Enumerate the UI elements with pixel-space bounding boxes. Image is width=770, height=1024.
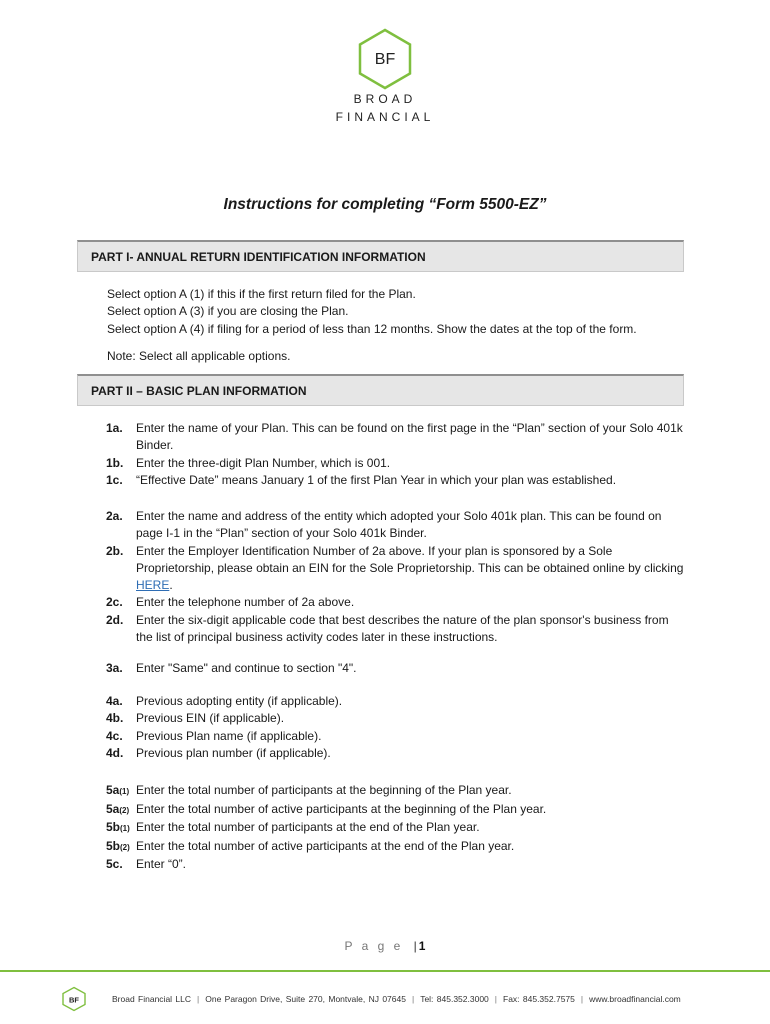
item-label: 1a. xyxy=(106,421,123,435)
footer-website[interactable]: www.broadfinancial.com xyxy=(589,994,681,1004)
item-text: Enter the total number of active participants at the beginning of the Plan year. xyxy=(136,801,547,816)
item-text: Enter the name of your Plan. This can be found on the first page in the “Plan” section of your Solo 401k Binder. xyxy=(136,421,683,453)
list-item xyxy=(106,855,686,874)
list-item xyxy=(106,781,686,800)
brand-name-line1: BROAD xyxy=(353,92,417,106)
page-number-value: 1 xyxy=(418,939,426,953)
item-label: 5b(1) xyxy=(106,820,130,834)
footer-divider xyxy=(0,970,770,972)
footer-address: One Paragon Drive, Suite 270, Montvale, NJ 07645 xyxy=(205,994,406,1004)
list-item xyxy=(106,693,686,710)
logo-initials: BF xyxy=(374,51,396,68)
hexagon-logo-icon xyxy=(357,28,413,90)
item-label: 4a. xyxy=(106,694,123,708)
item-group-1 xyxy=(106,420,686,489)
item-label: 2a. xyxy=(106,509,123,523)
part1-line: Select option A (1) if this if the first return filed for the Plan. xyxy=(107,287,416,301)
footer-tel: Tel: 845.352.3000 xyxy=(420,994,489,1004)
item-text: Enter the telephone number of 2a above. xyxy=(136,595,355,610)
item-label: 5a(1) xyxy=(106,783,130,797)
item-label: 1c. xyxy=(106,472,123,487)
item-text: Enter the six-digit applicable code that best describes the nature of the plan sponsor's business from the list of principal business activity codes later in these instructions. xyxy=(136,612,669,645)
item-group-5 xyxy=(106,781,686,874)
item-group-3 xyxy=(106,660,686,677)
item-label: 4b. xyxy=(106,711,124,726)
item-text: Enter the Employer Identification Number of 2a above. If your plan is sponsored by a Sole Proprietorship, please obtain an EIN for the Sole Proprietorship. This can be obtained online by clicking xyxy=(136,543,684,575)
list-item xyxy=(106,455,686,472)
list-item xyxy=(106,508,686,543)
list-item xyxy=(106,728,686,745)
item-text: Enter the three-digit Plan Number, which is 001. xyxy=(136,455,391,470)
page-number xyxy=(0,939,770,953)
item-text: Previous adopting entity (if applicable). xyxy=(136,694,343,708)
list-item xyxy=(106,800,686,819)
item-label: 4d. xyxy=(106,745,124,760)
footer-logo-initials: BF xyxy=(69,995,79,1005)
brand-logo xyxy=(0,28,770,124)
item-label: 3a. xyxy=(106,661,123,675)
page-separator: | xyxy=(413,939,417,953)
list-item xyxy=(106,745,686,762)
item-text-end: . xyxy=(169,578,173,593)
item-text: Enter the name and address of the entity which adopted your Solo 401k plan. This can be found on page I-1 in the “Plan” section of your Solo 401k Binder. xyxy=(136,509,662,541)
list-item xyxy=(106,472,686,489)
list-item xyxy=(106,594,686,611)
part2-header: PART II – BASIC PLAN INFORMATION xyxy=(77,374,684,406)
item-text: “Effective Date” means January 1 of the first Plan Year in which your plan was established. xyxy=(136,472,617,487)
item-text: Previous plan number (if applicable). xyxy=(136,745,331,760)
list-item xyxy=(106,660,686,677)
item-label: 5b(2) xyxy=(106,838,130,853)
item-label: 1b. xyxy=(106,455,124,470)
ein-link[interactable]: HERE xyxy=(136,578,170,593)
item-text: Enter the total number of active participants at the end of the Plan year. xyxy=(136,838,515,853)
list-item xyxy=(106,420,686,455)
part1-line: Select option A (3) if you are closing the Plan. xyxy=(107,304,349,319)
list-item xyxy=(106,543,686,595)
item-label: 2c. xyxy=(106,595,123,610)
item-group-4 xyxy=(106,693,686,762)
item-text: Previous EIN (if applicable). xyxy=(136,711,285,726)
document-title: Instructions for completing “Form 5500-EZ” xyxy=(223,196,547,213)
item-text: Enter the total number of participants at the beginning of the Plan year. xyxy=(136,783,512,797)
list-item xyxy=(106,612,686,647)
item-text: Previous Plan name (if applicable). xyxy=(136,728,322,743)
footer-contact: Broad Financial LLC | One Paragon Drive, Suite 270, Montvale, NJ 07645 | Tel: 845.352.3000 | Fax: 845.352.7575 | www.broadfinancial.com xyxy=(112,994,681,1004)
list-item xyxy=(106,710,686,727)
item-label: 5a(2) xyxy=(106,801,130,816)
brand-name-line2: FINANCIAL xyxy=(335,110,435,124)
footer-company: Broad Financial LLC xyxy=(112,994,192,1004)
page-word: P a g e xyxy=(344,939,404,953)
list-item xyxy=(106,818,686,837)
item-group-2 xyxy=(106,508,686,646)
item-text: Enter the total number of participants at the end of the Plan year. xyxy=(136,820,480,834)
footer-fax: Fax: 845.352.7575 xyxy=(503,994,575,1004)
item-label: 5c. xyxy=(106,857,123,871)
item-label: 4c. xyxy=(106,728,123,743)
item-text: Enter "Same" and continue to section "4". xyxy=(136,661,357,675)
part1-instructions xyxy=(107,286,637,338)
part1-line: Select option A (4) if filing for a period of less than 12 months. Show the dates at the top of the form. xyxy=(107,321,637,336)
item-label: 2d. xyxy=(106,612,124,627)
list-item xyxy=(106,837,686,856)
part1-note: Note: Select all applicable options. xyxy=(107,349,291,363)
item-label: 2b. xyxy=(106,543,124,558)
item-text: Enter “0”. xyxy=(136,857,187,871)
footer-logo-icon xyxy=(61,986,87,1012)
part1-header: PART I- ANNUAL RETURN IDENTIFICATION INFORMATION xyxy=(77,240,684,272)
